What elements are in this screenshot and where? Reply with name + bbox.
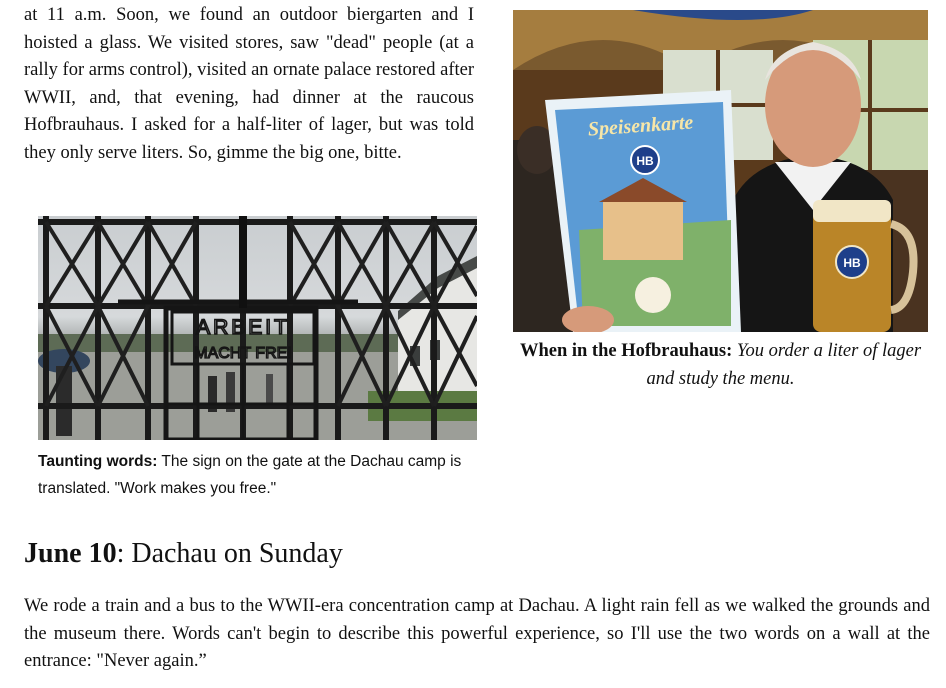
- hall-caption-italic: You order a liter of lager and study the menu.: [646, 341, 922, 389]
- hall-caption-bold: When in the Hofbrauhaus:: [519, 341, 733, 361]
- intro-paragraph: at 11 a.m. Soon, we found an outdoor biergarten and I hoisted a glass. We visited stores, saw "dead" people (at a rally for arms control), visited an ornate palace restored after WWII, and, that evening, had dinner at the raucous Hofbrauhaus. I asked for a half-liter of lager, but was told they only serve liters. So, gimme the big one, bitte.: [24, 5, 474, 163]
- hofbrauhaus-illustration: [513, 10, 928, 332]
- hofbrauhaus-photo: [513, 10, 928, 332]
- section-heading-title: : Dachau on Sunday: [116, 538, 343, 569]
- menu-title: Speisenkarte: [587, 111, 695, 141]
- section-heading-date: June 10: [24, 538, 117, 569]
- gate-caption-bold: Taunting words:: [38, 453, 158, 470]
- gate-illustration: [38, 216, 477, 440]
- gate-sign-line2: MACHT FREI: [194, 345, 292, 362]
- mug-logo: HB: [843, 256, 861, 270]
- hall-photo-caption: [513, 338, 928, 393]
- menu-logo: HB: [636, 154, 654, 168]
- gate-photo-caption: [38, 448, 478, 502]
- dachau-gate-photo: [38, 216, 477, 440]
- dachau-paragraph: We rode a train and a bus to the WWII-era concentration camp at Dachau. A light rain fell as we walked the grounds and the museum there. Words can't begin to describe this powerful experience, so I'll use the two words on a wall at the entrance: "Never again.”: [24, 596, 930, 671]
- gate-caption-text: The sign on the gate at the Dachau camp is translated. "Work makes you free.": [38, 453, 462, 497]
- section-heading: [24, 534, 343, 574]
- gate-sign-line1: ARBEIT: [196, 316, 290, 339]
